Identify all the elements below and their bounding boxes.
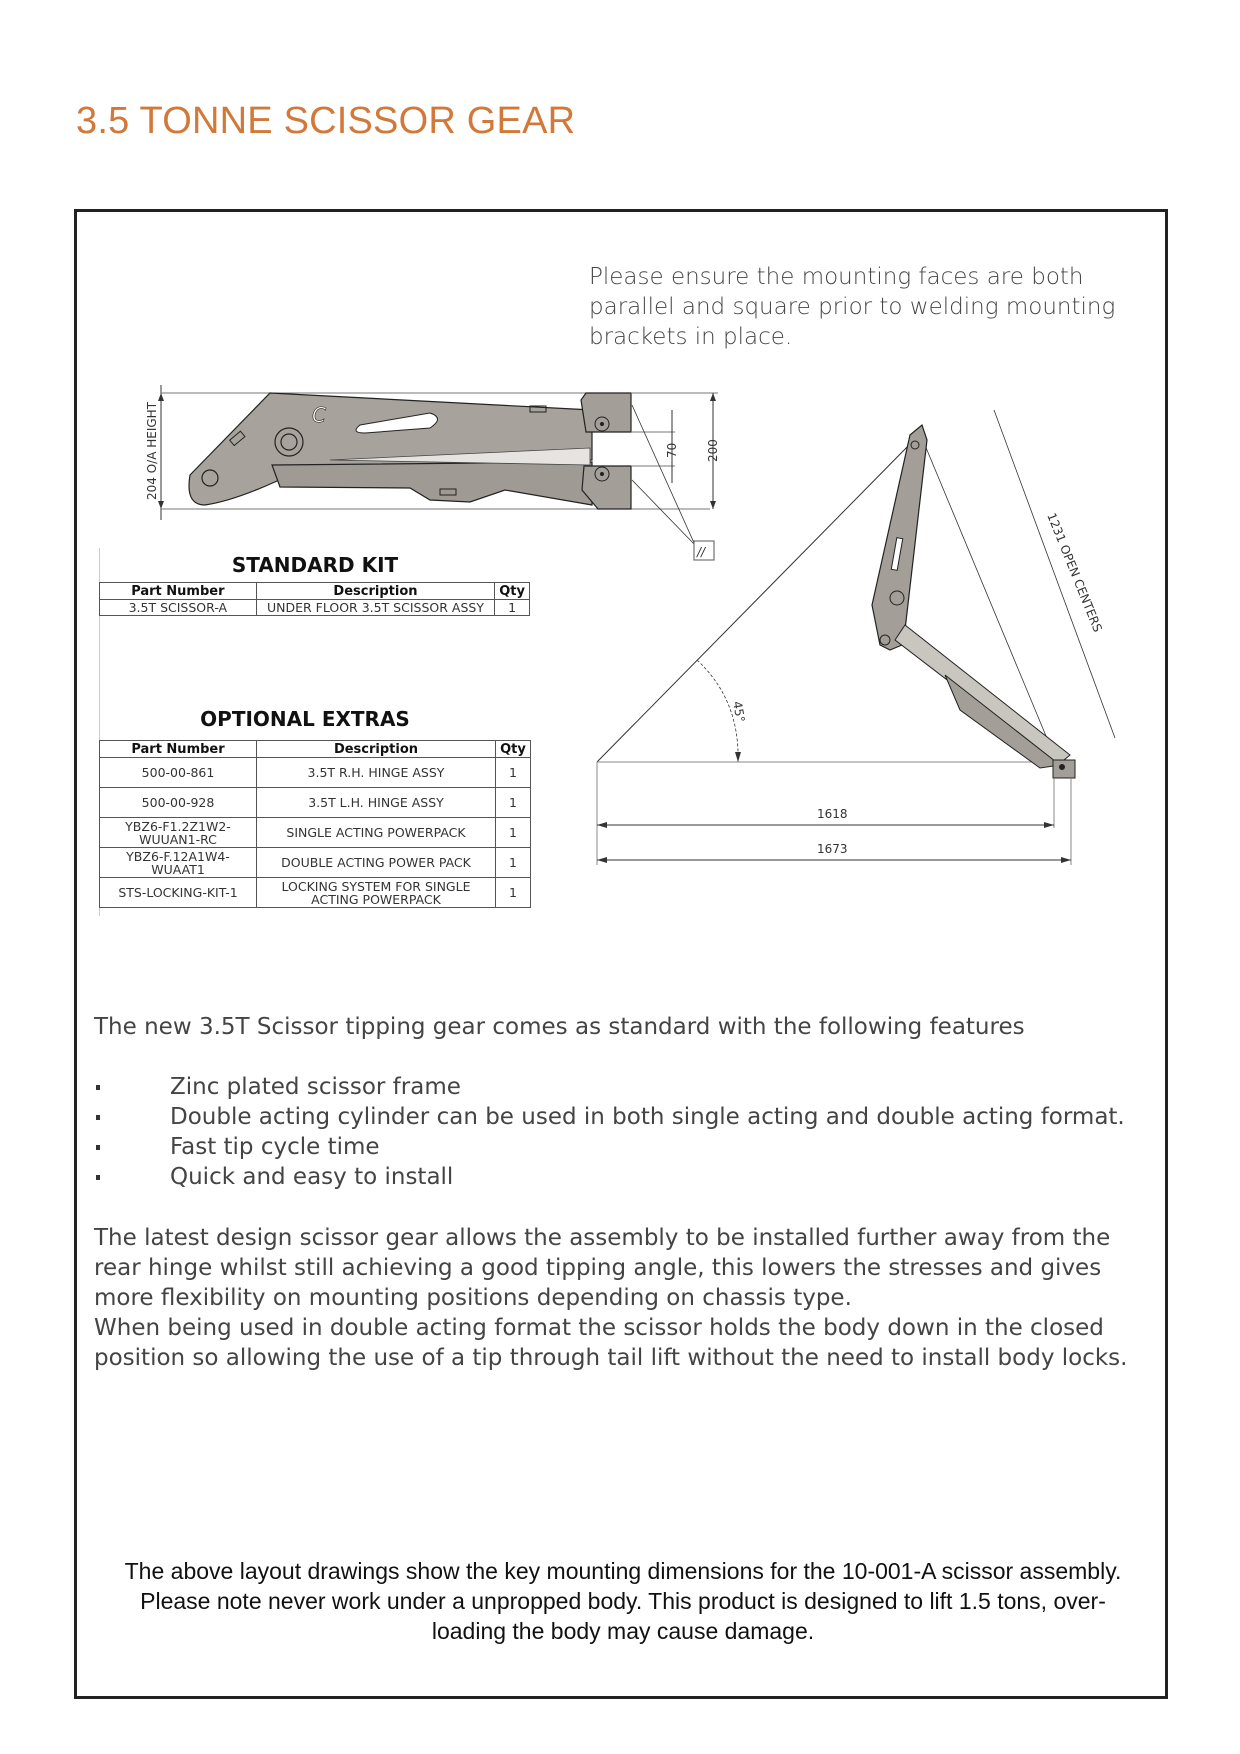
table-row [100, 878, 531, 908]
description-cell: UNDER FLOOR 3.5T SCISSOR ASSY [256, 600, 495, 616]
table-row [100, 788, 531, 818]
description-cell: 3.5T R.H. HINGE ASSY [257, 758, 496, 788]
part-number-cell: YBZ6-F1.2Z1W2-WUUAN1-RC [100, 818, 257, 848]
feature-text: Double acting cylinder can be used in both single acting and double acting format. [170, 1104, 1125, 1130]
column-qty: Qty [496, 741, 531, 758]
description-cell: 3.5T L.H. HINGE ASSY [257, 788, 496, 818]
qty-cell: 1 [496, 818, 531, 848]
bullet-icon [96, 1085, 100, 1090]
inner-gap-label: 70 [665, 442, 679, 458]
qty-cell: 1 [496, 848, 531, 878]
qty-cell: 1 [496, 788, 531, 818]
part-number-cell: 3.5T SCISSOR-A [100, 600, 257, 616]
parallel-symbol: // [697, 545, 706, 559]
table-row [100, 758, 531, 788]
list-item [94, 1102, 1125, 1132]
qty-cell: 1 [496, 878, 531, 908]
optional-extras-title: OPTIONAL EXTRAS [200, 707, 410, 731]
column-part-number: Part Number [100, 583, 257, 600]
list-item [94, 1072, 1125, 1102]
open-scissor-drawing [597, 410, 1115, 865]
mounting-note: Please ensure the mounting faces are both parallel and square prior to welding mounting brackets in place. [589, 264, 1116, 350]
open-centers-label: 1231 OPEN CENTERS [1044, 510, 1105, 635]
optional-extras-table [99, 740, 531, 908]
length-outer-label: 1673 [817, 842, 848, 856]
standard-kit-title: STANDARD KIT [231, 553, 399, 577]
qty-cell: 1 [496, 758, 531, 788]
description-cell: LOCKING SYSTEM FOR SINGLE ACTING POWERPACK [257, 878, 496, 908]
list-item [94, 1162, 1125, 1192]
list-item [94, 1132, 1125, 1162]
footer-note-line-3: loading the body may cause damage. [431, 1618, 815, 1644]
feature-text: Zinc plated scissor frame [170, 1074, 461, 1100]
table-row [100, 848, 531, 878]
standard-kit-table [99, 582, 530, 616]
part-number-cell: 500-00-928 [100, 788, 257, 818]
bullet-icon [96, 1175, 100, 1180]
bullet-icon [96, 1115, 100, 1120]
description-cell: SINGLE ACTING POWERPACK [257, 818, 496, 848]
description-paragraph-2: When being used in double acting format the scissor holds the body down in the closed position so allowing the use of a tip through tail lift without the need to install body locks. [94, 1315, 1128, 1371]
part-number-cell: YBZ6-F.12A1W4-WUAAT1 [100, 848, 257, 878]
svg-text:C: C [312, 403, 326, 427]
features-intro: The new 3.5T Scissor tipping gear comes as standard with the following features [94, 1014, 1025, 1040]
feature-text: Fast tip cycle time [170, 1134, 380, 1160]
footer-note-line-1: The above layout drawings show the key mounting dimensions for the 10-001-A scissor assembly. [124, 1558, 1122, 1584]
bracket-height-label: 200 [706, 439, 720, 462]
tip-angle-label: 45° [730, 700, 748, 724]
qty-cell: 1 [495, 600, 530, 616]
length-inner-label: 1618 [817, 807, 848, 821]
features-list [94, 1072, 1125, 1192]
part-number-cell: 500-00-861 [100, 758, 257, 788]
column-part-number: Part Number [100, 741, 257, 758]
table-row [100, 818, 531, 848]
description-cell: DOUBLE ACTING POWER PACK [257, 848, 496, 878]
column-description: Description [257, 741, 496, 758]
closed-scissor-drawing [145, 385, 720, 560]
description-paragraph-1: The latest design scissor gear allows the assembly to be installed further away from the rear hinge whilst still achieving a good tipping angle, this lowers the stresses and gives more flexibility on mounting positions depending on chassis type. [94, 1225, 1111, 1311]
footer-note [78, 1556, 1168, 1646]
overall-height-label: 204 O/A HEIGHT [145, 401, 159, 500]
page-title: 3.5 TONNE SCISSOR GEAR [76, 100, 576, 142]
table-row [100, 600, 530, 616]
part-number-cell: STS-LOCKING-KIT-1 [100, 878, 257, 908]
column-description: Description [256, 583, 495, 600]
column-qty: Qty [495, 583, 530, 600]
footer-note-line-2: Please note never work under a unpropped body. This product is designed to lift 1.5 tons, over- [140, 1588, 1106, 1614]
feature-text: Quick and easy to install [170, 1164, 454, 1190]
bullet-icon [96, 1145, 100, 1150]
